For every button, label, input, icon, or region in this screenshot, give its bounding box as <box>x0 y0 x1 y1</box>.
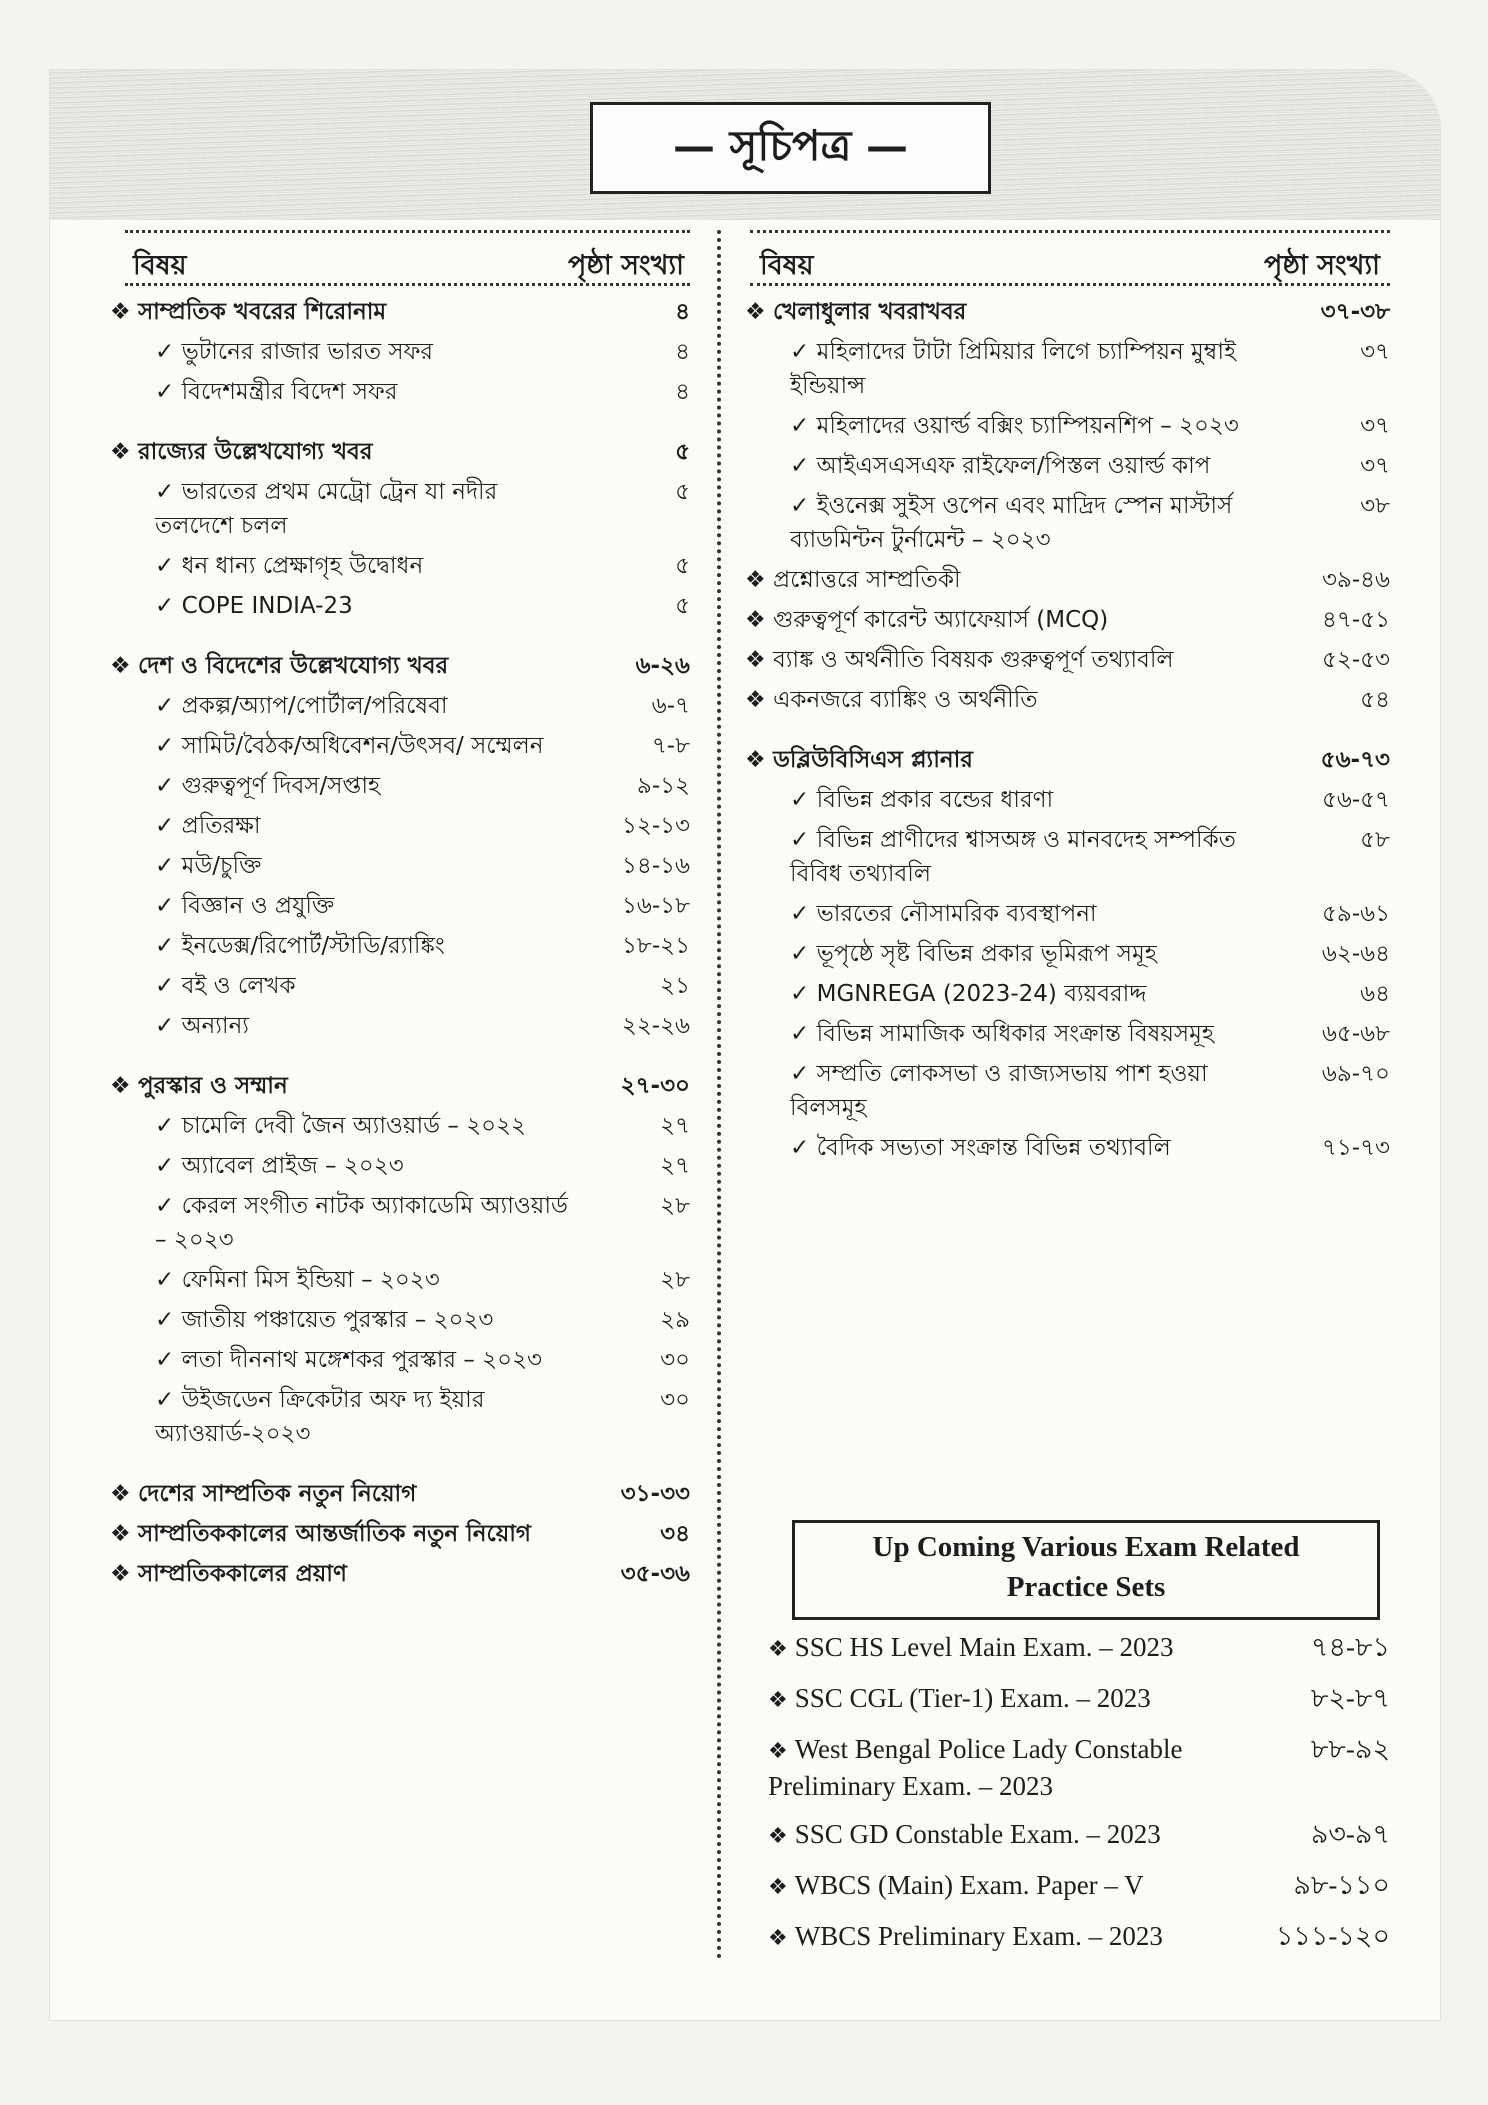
toc-subentry <box>745 977 1390 1011</box>
entry-title: ✓ ইওনেক্স সুইস ওপেন এবং মাদ্রিদ স্পেন মাস্টার্স ব্যাডমিন্টন টুর্নামেন্ট – ২০২৩ <box>790 489 1290 557</box>
exam-entry <box>768 1732 1390 1803</box>
toc-entry <box>110 1477 690 1511</box>
entry-page-number: ৪ <box>675 299 690 325</box>
entry-page-number: ৩৮ <box>1360 493 1390 519</box>
entry-page-number: ৩১-৩৩ <box>620 1481 690 1507</box>
entry-title: ✓ চামেলি দেবী জৈন অ্যাওয়ার্ড – ২০২২ <box>155 1109 580 1143</box>
toc-subentry <box>110 729 690 763</box>
toc-subentry <box>110 689 690 723</box>
exam-entry <box>768 1817 1390 1854</box>
entry-title: ✓ প্রতিরক্ষা <box>155 809 580 843</box>
toc-subentry <box>110 889 690 923</box>
toc-subentry <box>745 783 1390 817</box>
entry-page-number: ১২-১৩ <box>621 813 690 839</box>
entry-title: ❖ সাম্প্রতিককালের প্রয়াণ <box>110 1557 580 1591</box>
entry-page-number: ২২-২৬ <box>621 1013 690 1039</box>
entry-page-number: ৫২-৫৩ <box>1321 647 1390 673</box>
entry-page-number: ৩৭ <box>1360 339 1390 365</box>
entry-title: ✓ বৈদিক সভ্যতা সংক্রান্ত বিভিন্ন তথ্যাবলি <box>790 1131 1290 1165</box>
toc-subentry <box>110 475 690 543</box>
entry-page-number: ৫৬-৫৭ <box>1321 787 1390 813</box>
entry-title: ✓ ভুটানের রাজার ভারত সফর <box>155 335 580 369</box>
entry-page-number: ২৮ <box>660 1193 690 1219</box>
page-title: — সূচিপত্র — <box>590 102 991 194</box>
entry-page-number: ১৪-১৬ <box>621 853 690 879</box>
toc-subentry <box>745 335 1390 403</box>
entry-title: ✓ বিদেশমন্ত্রীর বিদেশ সফর <box>155 375 580 409</box>
toc-subentry <box>110 1109 690 1143</box>
toc-subentry <box>745 489 1390 557</box>
entry-title: ❖ সাম্প্রতিককালের আন্তর্জাতিক নতুন নিয়োগ <box>110 1517 580 1551</box>
entry-title: ❖ একনজরে ব্যাঙ্কিং ও অর্থনীতি <box>745 683 1290 717</box>
entry-title: ❖ দেশ ও বিদেশের উল্লেখযোগ্য খবর <box>110 649 580 683</box>
exam-entry <box>768 1681 1390 1718</box>
practice-sets-title-line2: Practice Sets <box>1006 1571 1166 1603</box>
right-page-heading: পৃষ্ঠা সংখ্যা <box>1264 250 1380 281</box>
entry-page-number: ৫৯-৬১ <box>1321 901 1390 927</box>
entry-title: ✓ অ্যাবেল প্রাইজ – ২০২৩ <box>155 1149 580 1183</box>
entry-title: ✓ সম্প্রতি লোকসভা ও রাজ্যসভায় পাশ হওয়া বিলসমূহ <box>790 1057 1290 1125</box>
entry-title: ❖ ডব্লিউবিসিএস প্ল্যানার <box>745 743 1290 777</box>
entry-page-number: ৪ <box>675 339 690 365</box>
entry-page-number: ৮৮-৯২ <box>1310 1734 1390 1764</box>
entry-title: ❖ ব্যাঙ্ক ও অর্থনীতি বিষয়ক গুরুত্বপূর্ণ তথ্যাবলি <box>745 643 1290 677</box>
entry-page-number: ৩৭ <box>1360 413 1390 439</box>
right-toc-list <box>745 295 1390 1171</box>
entry-page-number: ৩০ <box>660 1347 690 1373</box>
entry-page-number: ৭১-৭৩ <box>1321 1135 1390 1161</box>
entry-page-number: ৩৭-৩৮ <box>1320 299 1390 325</box>
entry-page-number: ৩৯-৪৬ <box>1321 567 1390 593</box>
entry-page-number: ১১১-১২০ <box>1275 1921 1390 1951</box>
column-divider <box>717 230 721 1960</box>
entry-title: ✓ সামিট/বৈঠক/অধিবেশন/উৎসব/ সম্মেলন <box>155 729 580 763</box>
entry-page-number: ৩০ <box>660 1387 690 1413</box>
toc-subentry <box>110 1009 690 1043</box>
entry-title: ✓ বিভিন্ন সামাজিক অধিকার সংক্রান্ত বিষয়সমূহ <box>790 1017 1290 1051</box>
page-sheet <box>50 70 1440 2020</box>
entry-page-number: ৬৯-৭০ <box>1321 1061 1390 1087</box>
entry-title: ❖ WBCS (Main) Exam. Paper – V <box>768 1868 1265 1905</box>
entry-page-number: ১৬-১৮ <box>621 893 690 919</box>
entry-title: ✓ মহিলাদের ওয়ার্ল্ড বক্সিং চ্যাম্পিয়নশিপ – ২০২৩ <box>790 409 1290 443</box>
entry-page-number: ৫ <box>675 593 690 619</box>
entry-page-number: ৯৩-৯৭ <box>1310 1819 1390 1849</box>
entry-title: ✓ MGNREGA (2023-24) ব্যয়বরাদ্দ <box>790 977 1290 1011</box>
exam-entry <box>768 1868 1390 1905</box>
toc-subentry <box>745 449 1390 483</box>
toc-subentry <box>745 897 1390 931</box>
entry-page-number: ৬-৭ <box>651 693 690 719</box>
toc-entry <box>110 1517 690 1551</box>
entry-title: ✓ বিভিন্ন প্রাণীদের শ্বাসঅঙ্গ ও মানবদেহ সম্পর্কিত বিবিধ তথ্যাবলি <box>790 823 1290 891</box>
toc-entry <box>110 1557 690 1591</box>
entry-page-number: ৪ <box>675 379 690 405</box>
entry-title: ✓ ফেমিনা মিস ইন্ডিয়া – ২০২৩ <box>155 1263 580 1297</box>
toc-entry <box>745 683 1390 717</box>
toc-subentry <box>745 937 1390 971</box>
exam-entry <box>768 1919 1390 1956</box>
left-page-heading: পৃষ্ঠা সংখ্যা <box>568 250 684 281</box>
entry-title: ✓ জাতীয় পঞ্চায়েত পুরস্কার – ২০২৩ <box>155 1303 580 1337</box>
left-subject-heading: বিষয় <box>133 250 187 281</box>
toc-subentry <box>110 809 690 843</box>
entry-title: ✓ বিভিন্ন প্রকার বন্ডের ধারণা <box>790 783 1290 817</box>
entry-title: ❖ খেলাধুলার খবরাখবর <box>745 295 1290 329</box>
entry-page-number: ৭৪-৮১ <box>1310 1632 1390 1662</box>
entry-title: ✓ গুরুত্বপূর্ণ দিবস/সপ্তাহ <box>155 769 580 803</box>
entry-title: ❖ প্রশ্নোত্তরে সাম্প্রতিকী <box>745 563 1290 597</box>
toc-entry <box>745 295 1390 329</box>
entry-page-number: ৫৬-৭৩ <box>1320 747 1390 773</box>
entry-page-number: ৭-৮ <box>651 733 690 759</box>
entry-page-number: ৫ <box>675 439 690 465</box>
entry-page-number: ৫৮ <box>1360 827 1390 853</box>
entry-page-number: ৬২-৬৪ <box>1321 941 1390 967</box>
entry-title: ✓ মউ/চুক্তি <box>155 849 580 883</box>
entry-page-number: ৩৫-৩৬ <box>620 1561 690 1587</box>
entry-title: ✓ ভারতের প্রথম মেট্রো ট্রেন যা নদীর তলদেশে চলল <box>155 475 580 543</box>
entry-title: ✓ আইএসএসএফ রাইফেল/পিস্তল ওয়ার্ল্ড কাপ <box>790 449 1290 483</box>
practice-sets-box <box>792 1520 1380 1620</box>
toc-subentry <box>110 1303 690 1337</box>
entry-page-number: ২৭-৩০ <box>620 1073 690 1099</box>
toc-entry <box>745 563 1390 597</box>
toc-subentry <box>110 549 690 583</box>
toc-subentry <box>110 1263 690 1297</box>
entry-page-number: ৬৫-৬৮ <box>1321 1021 1390 1047</box>
entry-page-number: ৬৪ <box>1360 981 1390 1007</box>
entry-title: ✓ বিজ্ঞান ও প্রযুক্তি <box>155 889 580 923</box>
entry-title: ✓ বই ও লেখক <box>155 969 580 1003</box>
entry-title: ✓ প্রকল্প/অ্যাপ/পোর্টাল/পরিষেবা <box>155 689 580 723</box>
entry-page-number: ২৭ <box>660 1153 690 1179</box>
right-column-header <box>750 230 1390 286</box>
toc-subentry <box>110 929 690 963</box>
entry-title: ❖ SSC CGL (Tier-1) Exam. – 2023 <box>768 1681 1265 1718</box>
toc-subentry <box>110 589 690 623</box>
exam-entry <box>768 1630 1390 1667</box>
toc-subentry <box>745 1017 1390 1051</box>
entry-title: ❖ WBCS Preliminary Exam. – 2023 <box>768 1919 1265 1956</box>
toc-subentry <box>110 849 690 883</box>
entry-title: ✓ উইজডেন ক্রিকেটার অফ দ্য ইয়ার অ্যাওয়ার্ড-২০২৩ <box>155 1383 580 1451</box>
toc-subentry <box>110 1149 690 1183</box>
entry-title: ❖ রাজ্যের উল্লেখযোগ্য খবর <box>110 435 580 469</box>
entry-title: ✓ ইনডেক্স/রিপোর্ট/স্টাডি/র‍্যাঙ্কিং <box>155 929 580 963</box>
exam-sets-list <box>768 1630 1390 1970</box>
left-column-header <box>125 230 690 286</box>
entry-title: ✓ COPE INDIA-23 <box>155 589 580 623</box>
entry-title: ❖ দেশের সাম্প্রতিক নতুন নিয়োগ <box>110 1477 580 1511</box>
toc-subentry <box>110 1189 690 1257</box>
toc-entry <box>745 603 1390 637</box>
entry-page-number: ৫ <box>675 479 690 505</box>
right-subject-heading: বিষয় <box>760 250 814 281</box>
entry-title: ❖ West Bengal Police Lady Constable Preliminary Exam. – 2023 <box>768 1732 1265 1803</box>
toc-entry <box>745 643 1390 677</box>
entry-title: ✓ ভূপৃষ্ঠে সৃষ্ট বিভিন্ন প্রকার ভূমিরূপ সমূহ <box>790 937 1290 971</box>
toc-entry <box>110 295 690 329</box>
entry-page-number: ৪৭-৫১ <box>1321 607 1390 633</box>
toc-subentry <box>110 375 690 409</box>
entry-page-number: ১৮-২১ <box>621 933 690 959</box>
entry-title: ❖ সাম্প্রতিক খবরের শিরোনাম <box>110 295 580 329</box>
toc-subentry <box>745 1057 1390 1125</box>
toc-subentry <box>110 769 690 803</box>
entry-page-number: ৮২-৮৭ <box>1310 1683 1390 1713</box>
entry-title: ❖ SSC GD Constable Exam. – 2023 <box>768 1817 1265 1854</box>
toc-entry <box>745 743 1390 777</box>
entry-title: ✓ ভারতের নৌসামরিক ব্যবস্থাপনা <box>790 897 1290 931</box>
toc-subentry <box>745 1131 1390 1165</box>
entry-page-number: ৫ <box>675 553 690 579</box>
entry-page-number: ৯৮-১১০ <box>1293 1870 1390 1900</box>
toc-entry <box>110 649 690 683</box>
entry-page-number: ৫৪ <box>1360 687 1390 713</box>
entry-page-number: ৩৭ <box>1360 453 1390 479</box>
entry-title: ❖ পুরস্কার ও সম্মান <box>110 1069 580 1103</box>
entry-title: ✓ ধন ধান্য প্রেক্ষাগৃহ উদ্বোধন <box>155 549 580 583</box>
entry-page-number: ২৮ <box>660 1267 690 1293</box>
entry-title: ❖ SSC HS Level Main Exam. – 2023 <box>768 1630 1265 1667</box>
toc-entry <box>110 435 690 469</box>
entry-page-number: ৩৪ <box>660 1521 690 1547</box>
toc-subentry <box>110 969 690 1003</box>
toc-subentry <box>110 1343 690 1377</box>
toc-subentry <box>745 823 1390 891</box>
entry-title: ❖ গুরুত্বপূর্ণ কারেন্ট অ্যাফেয়ার্স (MCQ) <box>745 603 1290 637</box>
toc-subentry <box>745 409 1390 443</box>
entry-page-number: ৯-১২ <box>636 773 690 799</box>
entry-title: ✓ মহিলাদের টাটা প্রিমিয়ার লিগে চ্যাম্পিয়ন মুম্বাই ইন্ডিয়ান্স <box>790 335 1290 403</box>
toc-subentry <box>110 335 690 369</box>
practice-sets-title-line1: Up Coming Various Exam Related <box>872 1531 1300 1563</box>
entry-title: ✓ লতা দীননাথ মঙ্গেশকর পুরস্কার – ২০২৩ <box>155 1343 580 1377</box>
entry-title: ✓ কেরল সংগীত নাটক অ্যাকাডেমি অ্যাওয়ার্ড – ২০২৩ <box>155 1189 580 1257</box>
toc-entry <box>110 1069 690 1103</box>
toc-subentry <box>110 1383 690 1451</box>
entry-page-number: ২৭ <box>660 1113 690 1139</box>
left-toc-list <box>110 295 690 1597</box>
entry-title: ✓ অন্যান্য <box>155 1009 580 1043</box>
entry-page-number: ৬-২৬ <box>635 653 690 679</box>
entry-page-number: ২৯ <box>660 1307 690 1333</box>
entry-page-number: ২১ <box>660 973 690 999</box>
